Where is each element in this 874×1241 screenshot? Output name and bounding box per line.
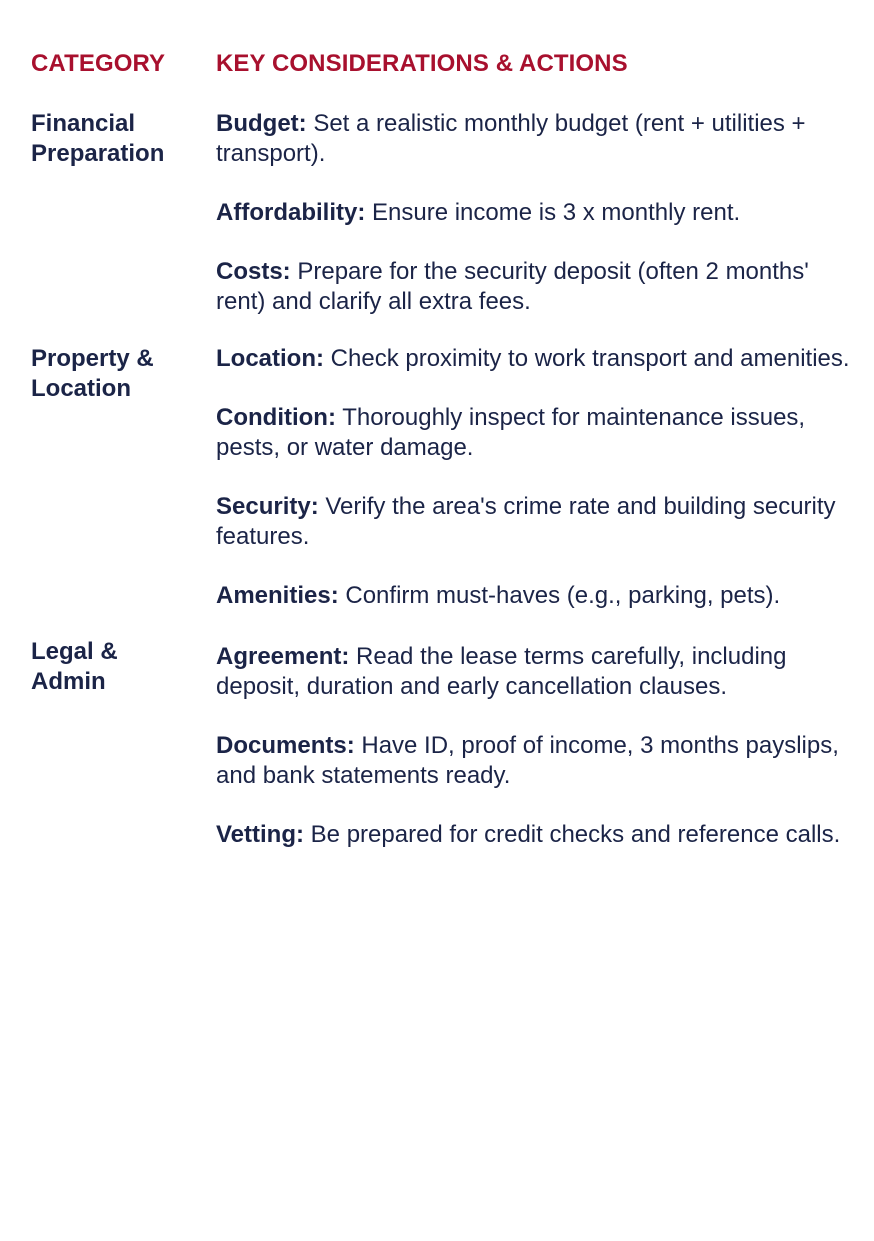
item-term: Costs: (216, 258, 291, 285)
category-label (31, 109, 216, 169)
item-text: Confirm must-haves (e.g., parking, pets). (338, 582, 781, 609)
item-text: Set a realistic monthly budget (rent + utilities + transport). (216, 110, 806, 167)
section-legal-admin (31, 637, 851, 879)
list-item (216, 109, 851, 169)
item-text: Prepare for the security deposit (often 2 months' rent) and clarify all extra fees. (216, 258, 809, 315)
item-term: Condition: (216, 404, 336, 431)
item-text: Ensure income is 3 x monthly rent. (365, 199, 741, 226)
item-text: Read the lease terms carefully, including deposit, duration and early cancellation clauses. (216, 643, 787, 700)
category-label (31, 637, 216, 697)
item-term: Amenities: (216, 582, 339, 609)
item-text: Thoroughly inspect for maintenance issues, pests, or water damage. (216, 404, 806, 461)
items-list (216, 344, 851, 637)
list-item (216, 257, 851, 317)
category-label-line: Preparation (31, 140, 165, 167)
list-item (216, 731, 851, 791)
list-item (216, 198, 851, 228)
list-item (216, 642, 851, 702)
item-term: Security: (216, 493, 319, 520)
items-list (216, 637, 851, 879)
items-list (216, 109, 851, 344)
category-label-line: Property & (31, 345, 154, 372)
category-label-line: Admin (31, 668, 106, 695)
item-term: Affordability: (216, 199, 366, 226)
category-column-header: CATEGORY (31, 50, 166, 77)
item-term: Vetting: (216, 821, 304, 848)
category-label-line: Legal & (31, 638, 118, 665)
category-label-line: Financial (31, 110, 136, 137)
section-financial-preparation (31, 109, 851, 344)
actions-column-header: KEY CONSIDERATIONS & ACTIONS (216, 50, 628, 77)
list-item (216, 344, 851, 374)
list-item (216, 492, 851, 552)
item-term: Location: (216, 345, 324, 372)
item-term: Budget: (216, 110, 307, 137)
checklist-table (31, 50, 851, 879)
section-property-location (31, 344, 851, 637)
item-text: Check proximity to work transport and amenities. (324, 345, 850, 372)
item-term: Documents: (216, 732, 355, 759)
list-item (216, 820, 851, 850)
table-header (31, 50, 851, 84)
list-item (216, 403, 851, 463)
category-label (31, 344, 216, 404)
category-label-line: Location (31, 375, 131, 402)
item-text: Have ID, proof of income, 3 months payslips, and bank statements ready. (216, 732, 839, 789)
item-term: Agreement: (216, 643, 350, 670)
item-text: Be prepared for credit checks and reference calls. (304, 821, 841, 848)
list-item (216, 581, 851, 611)
item-text: Verify the area's crime rate and building security features. (216, 493, 836, 550)
